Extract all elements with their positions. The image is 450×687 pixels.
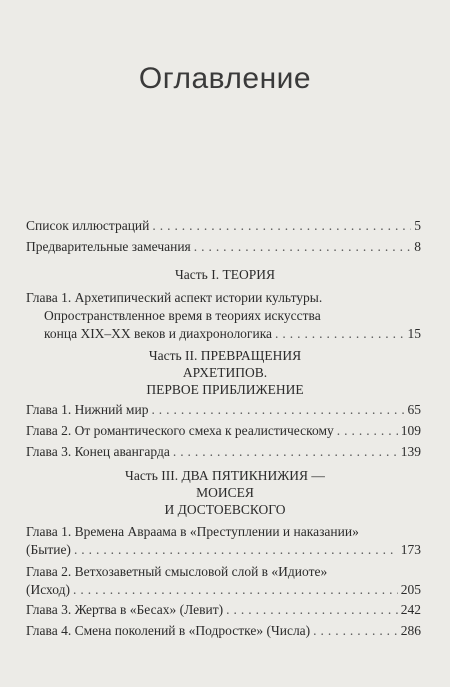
leader-dots — [313, 622, 398, 640]
leader-dots — [151, 401, 404, 419]
toc-entry-text: Глава 3. Жертва в «Бесах» (Левит) — [26, 602, 224, 617]
toc-page-number: 109 — [400, 423, 421, 438]
toc-entry-avant-garde[interactable] — [26, 443, 421, 461]
toc-page-number: 5 — [414, 218, 421, 233]
toc-entry-text: Глава 1. Архетипический аспект истории культуры. — [26, 290, 323, 305]
part-heading-line: ПЕРВОЕ ПРИБЛИЖЕНИЕ — [146, 382, 304, 397]
part-heading-2 — [0, 347, 450, 398]
toc-page-number: 65 — [407, 402, 421, 417]
toc-entry-illustrations[interactable] — [26, 217, 421, 235]
toc-page-number: 15 — [407, 326, 421, 341]
part-heading-line: Часть II. ПРЕВРАЩЕНИЯ — [148, 348, 302, 363]
toc-entry-text-cont: (Бытие) — [26, 542, 71, 557]
toc-entry-text: Глава 2. От романтического смеха к реалистическому — [26, 423, 334, 438]
toc-entry-underworld[interactable] — [26, 401, 421, 419]
leader-dots — [226, 601, 398, 619]
leader-dots — [74, 541, 398, 559]
toc-entry-text-cont: конца XIX–XX веков и диахронологика — [44, 326, 273, 341]
toc-page-number: 242 — [400, 602, 421, 617]
toc-entry-text: Глава 1. Нижний мир — [26, 402, 149, 417]
leader-dots — [275, 325, 404, 343]
toc-entry-preface[interactable] — [26, 238, 421, 256]
part-heading-line: АРХЕТИПОВ. — [182, 365, 268, 380]
leader-dots — [152, 217, 411, 235]
part-heading-line: Часть III. ДВА ПЯТИКНИЖИЯ — — [125, 468, 325, 483]
toc-entry-adolescent[interactable] — [26, 622, 421, 640]
toc-entry-abraham[interactable] — [26, 523, 421, 559]
part-heading-1 — [0, 266, 450, 283]
toc-entry-text-cont: (Исход) — [26, 582, 71, 597]
part-heading-3 — [0, 467, 450, 518]
part-heading-line: Часть I. ТЕОРИЯ — [175, 267, 275, 282]
toc-entry-text: Глава 1. Времена Авраама в «Преступлении и наказании» — [26, 524, 359, 539]
toc-entry-laughter[interactable] — [26, 422, 421, 440]
toc-page-number: 139 — [400, 444, 421, 459]
toc-entry-demons[interactable] — [26, 601, 421, 619]
part-heading-line: МОИСЕЯ — [196, 485, 254, 500]
toc-entry-text: Глава 2. Ветхозаветный смысловой слой в «Идиоте» — [26, 564, 328, 579]
leader-dots — [194, 238, 411, 256]
toc-entry-chapter-archetype[interactable] — [26, 289, 421, 343]
toc-entry-idiot[interactable] — [26, 563, 421, 599]
part-heading-line: И ДОСТОЕВСКОГО — [164, 502, 286, 517]
leader-dots — [73, 581, 398, 599]
page-title: Оглавление — [138, 62, 312, 95]
toc-page-number: 173 — [400, 542, 421, 557]
toc-entry-text: Предварительные замечания — [26, 239, 191, 254]
toc-page-number: 205 — [400, 582, 421, 597]
toc-page-number: 8 — [414, 239, 421, 254]
leader-dots — [173, 443, 398, 461]
toc-entry-text: Глава 3. Конец авангарда — [26, 444, 170, 459]
toc-entry-text: Глава 4. Смена поколений в «Подростке» (Числа) — [26, 623, 311, 638]
leader-dots — [337, 422, 398, 440]
toc-entry-text: Список иллюстраций — [26, 218, 150, 233]
toc-page-number: 286 — [400, 623, 421, 638]
toc-entry-text-cont: Опространствленное время в теориях искусства — [44, 308, 321, 323]
